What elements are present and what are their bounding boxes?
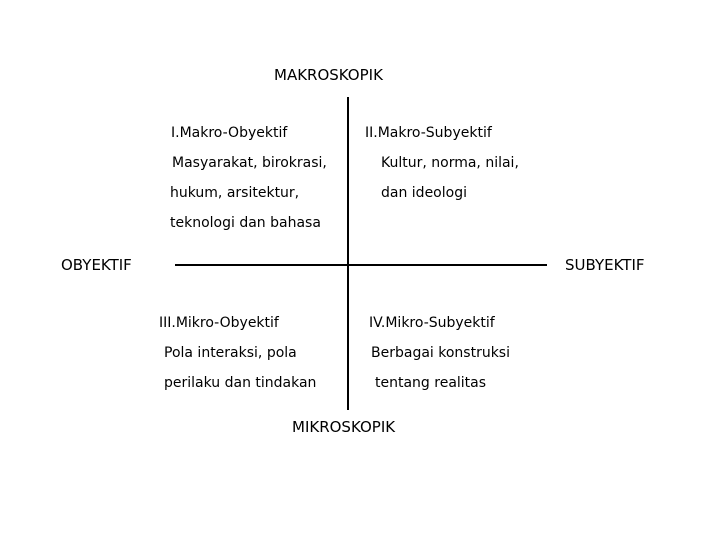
quadrant-line: perilaku dan tindakan	[164, 375, 317, 391]
quadrant-title: III.Mikro-Obyektif	[159, 315, 279, 331]
horizontal-axis	[175, 264, 547, 266]
quadrant-line: teknologi dan bahasa	[170, 215, 321, 231]
quadrant-line: hukum, arsitektur,	[170, 185, 300, 201]
quadrant-line: dan ideologi	[381, 185, 467, 201]
quadrant-line: Masyarakat, birokrasi,	[172, 155, 327, 171]
axis-label-bottom: MIKROSKOPIK	[292, 418, 396, 436]
axis-label-top: MAKROSKOPIK	[274, 66, 383, 84]
quadrant-line: Berbagai konstruksi	[371, 345, 510, 361]
vertical-axis	[347, 97, 349, 410]
quadrant-mikro-subyektif	[369, 308, 510, 398]
quadrant-makro-subyektif	[365, 118, 519, 208]
quadrant-makro-obyektif	[170, 118, 327, 238]
quadrant-line: Kultur, norma, nilai,	[381, 155, 519, 171]
quadrant-line: Pola interaksi, pola	[164, 345, 297, 361]
quadrant-line: tentang realitas	[375, 375, 487, 391]
quadrant-title: I.Makro-Obyektif	[171, 125, 288, 141]
quadrant-title: IV.Mikro-Subyektif	[369, 315, 495, 331]
quadrant-mikro-obyektif	[159, 308, 316, 398]
quadrant-title: II.Makro-Subyektif	[365, 125, 492, 141]
axis-label-right: SUBYEKTIF	[565, 256, 645, 274]
axis-label-left: OBYEKTIF	[61, 256, 132, 274]
